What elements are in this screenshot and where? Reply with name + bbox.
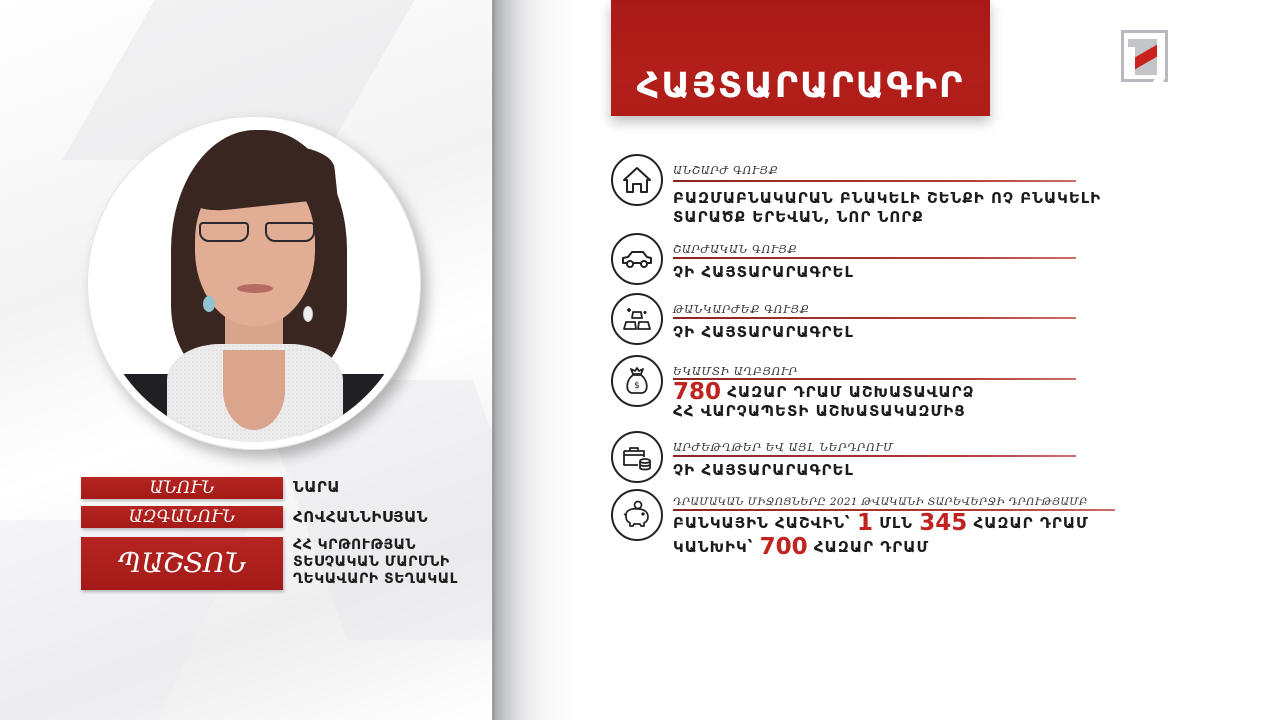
bank-balance-line [673,511,1089,535]
category-rule [673,378,1076,380]
panel-divider [492,0,495,720]
value-line: ՀՀ ՎԱՐՉԱՊԵՏԻ ԱՇԽԱՏԱԿԱԶՄԻՑ [673,402,966,420]
value-line: ԲԱԶՄԱԲՆԱԿԱՐԱՆ ԲՆԱԿԵԼԻ ՇԵՆՔԻ ՈՉ ԲՆԱԿԵԼԻ [673,189,1102,207]
portrait-frame [87,116,421,450]
position-line: ՂԵԿԱՎԱՐԻ ՏԵՂԱԿԱԼ [293,571,458,587]
portrait-photo [95,124,413,442]
category-label: ԴՐԱՄԱԿԱՆ ՄԻՋՈՑՆԵՐԸ 2021 ԹՎԱԿԱՆԻ ՏԱՐԵՎԵՐՋԻ ԴՐՈՒԹՅԱՄԲ [673,496,1088,508]
declaration-item-valuables [610,293,1080,347]
category-label: ՇԱՐԺԱԿԱՆ ԳՈՒՅՔ [673,243,798,256]
svg-text:$: $ [634,381,640,391]
cash-suffix: ՀԱԶԱՐ ԴՐԱՄ [813,538,930,556]
category-label: ԹԱՆԿԱՐԺԵՔ ԳՈՒՅՔ [673,303,810,316]
category-rule [673,257,1076,259]
declaration-item-funds [610,489,1089,565]
channel-1-logo [1121,30,1168,82]
bank-thousands: 345 [919,510,968,536]
declaration-item-income [610,355,1080,425]
bank-suffix: ՀԱԶԱՐ ԴՐԱՄ [973,514,1089,532]
category-label: ԱՐԺԵԹՂԹԵՐ ԵՎ ԱՅԼ ՆԵՐԴՐՈՒՄ [673,441,894,454]
name-value: ՆԱՐԱ [293,478,341,496]
declaration-value: ՉԻ ՀԱՅՏԱՐԱՐԱԳՐԵԼ [673,323,854,341]
cash-amount: 700 [759,534,808,560]
income-text: ՀԱԶԱՐ ԴՐԱՄ ԱՇԽԱՏԱՎԱՐՁ [727,383,975,401]
name-label: ԱՆՈՒՆ [81,477,283,499]
position-line: ՏԵՍՉԱԿԱՆ ՄԱՐՄՆԻ [293,554,450,570]
surname-label: ԱԶԳԱՆՈՒՆ [81,506,283,528]
declaration-value: ՉԻ ՀԱՅՏԱՐԱՐԱԳՐԵԼ [673,263,854,281]
cash-line [673,535,1089,559]
mln-label: ՄԼՆ [879,514,914,532]
position-value [293,537,458,588]
position-line: ՀՀ ԿՐԹՈՒԹՅԱՆ [293,537,417,553]
category-rule [673,180,1076,182]
declaration-item-securities [610,431,1080,485]
category-label: ԵԿԱՄՏԻ ԱՂԲՅՈՒՐ [673,365,798,378]
declaration-item-real-estate [610,154,1102,226]
money-bag-icon [611,355,663,407]
declaration-value [673,511,1089,559]
gold-bars-icon [611,293,663,345]
declaration-item-movable-property [610,233,1080,287]
category-rule [673,455,1076,457]
position-row [81,537,458,590]
position-label: ՊԱՇՏՈՆ [81,537,283,590]
name-row [81,477,341,499]
person-panel [0,0,494,720]
declaration-value [673,381,975,420]
value-line: ՏԱՐԱԾՔ ԵՐԵՎԱՆ, ՆՈՐ ՆՈՐՔ [673,208,924,226]
declaration-value [673,189,1101,227]
surname-row [81,506,429,528]
car-icon [611,233,663,285]
page-title: ՀԱՅՏԱՐԱՐԱԳԻՐ [636,66,965,106]
cash-label: ԿԱՆԽԻԿ՝ [673,538,754,556]
bank-label: ԲԱՆԿԱՅԻՆ ՀԱՇՎԻՆ՝ [673,514,851,532]
category-rule [673,317,1076,319]
income-amount: 780 [673,379,722,405]
declaration-value: ՉԻ ՀԱՅՏԱՐԱՐԱԳՐԵԼ [673,461,854,479]
bank-millions: 1 [856,510,873,536]
surname-value: ՀՈՎՀԱՆՆԻՍՅԱՆ [293,508,429,526]
title-banner [611,0,990,116]
piggy-bank-icon [611,489,663,541]
house-icon [611,154,663,206]
category-label: ԱՆՇԱՐԺ ԳՈՒՅՔ [673,164,779,177]
value-line [673,381,975,403]
briefcase-coins-icon [611,431,663,483]
